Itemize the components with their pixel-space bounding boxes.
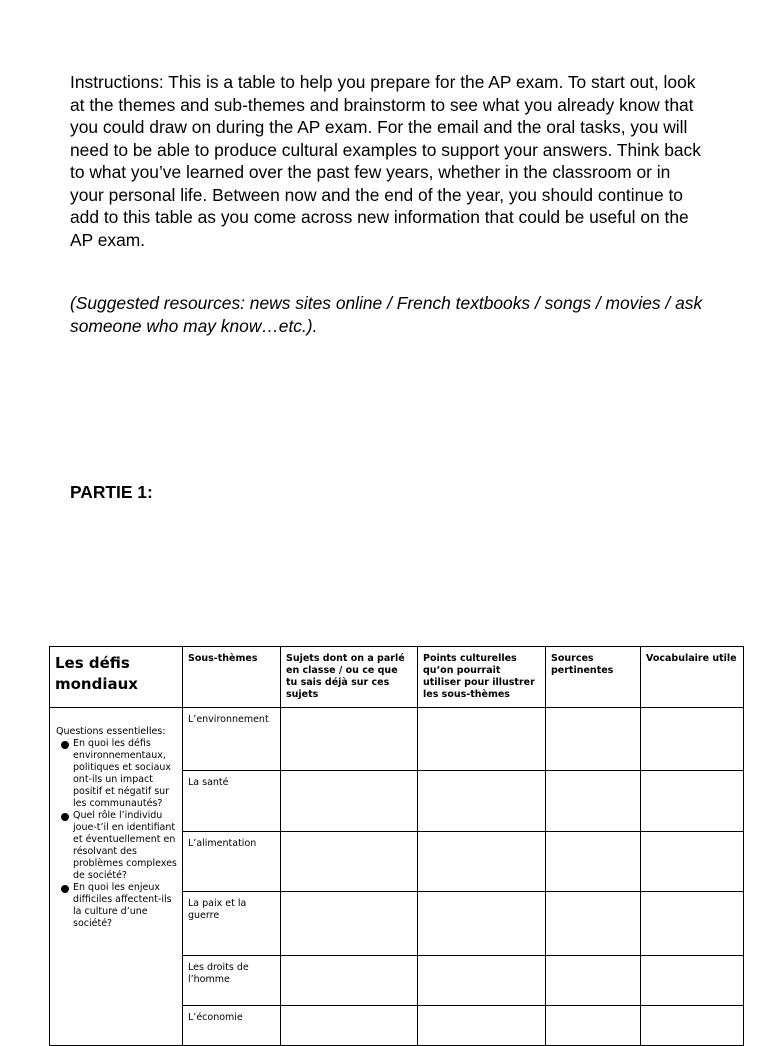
header-sous-themes: Sous-thèmes (183, 647, 281, 708)
points-cell[interactable] (418, 832, 546, 892)
subtheme-economie: L’économie (183, 1006, 281, 1046)
sujets-cell[interactable] (281, 956, 418, 1006)
points-cell[interactable] (418, 956, 546, 1006)
questions-list (56, 738, 178, 930)
theme-title: Les défis mondiaux (50, 647, 183, 708)
sujets-cell[interactable] (281, 832, 418, 892)
table-row (50, 708, 744, 771)
vocabulaire-cell[interactable] (641, 1006, 744, 1046)
subtheme-environnement: L’environnement (183, 708, 281, 771)
points-cell[interactable] (418, 771, 546, 832)
subtheme-droits-homme: Les droits de l’homme (183, 956, 281, 1006)
header-sujets: Sujets dont on a parlé en classe / ou ce que tu sais déjà sur ces sujets (281, 647, 418, 708)
subtheme-paix-guerre: La paix et la guerre (183, 892, 281, 956)
sources-cell[interactable] (546, 892, 641, 956)
section-heading: PARTIE 1: (70, 482, 153, 502)
sujets-cell[interactable] (281, 708, 418, 771)
sources-cell[interactable] (546, 771, 641, 832)
vocabulaire-cell[interactable] (641, 771, 744, 832)
header-sources: Sources pertinentes (546, 647, 641, 708)
question-item: En quoi les enjeux difficiles affectent-ils la culture d’une société? (73, 882, 178, 930)
vocabulaire-cell[interactable] (641, 832, 744, 892)
points-cell[interactable] (418, 1006, 546, 1046)
sources-cell[interactable] (546, 956, 641, 1006)
vocabulaire-cell[interactable] (641, 956, 744, 1006)
sujets-cell[interactable] (281, 1006, 418, 1046)
points-cell[interactable] (418, 892, 546, 956)
sources-cell[interactable] (546, 1006, 641, 1046)
subtheme-alimentation: L’alimentation (183, 832, 281, 892)
vocabulaire-cell[interactable] (641, 708, 744, 771)
sources-cell[interactable] (546, 708, 641, 771)
theme-table (49, 646, 744, 1046)
header-row (50, 647, 744, 708)
header-points-culturels: Points culturelles qu’on pourrait utiliser pour illustrer les sous-thèmes (418, 647, 546, 708)
questions-label: Questions essentielles: (56, 726, 166, 737)
sources-cell[interactable] (546, 832, 641, 892)
resources-note: (Suggested resources: news sites online / French textbooks / songs / movies / ask someone who may know…etc.). (70, 293, 703, 336)
sujets-cell[interactable] (281, 771, 418, 832)
vocabulaire-cell[interactable] (641, 892, 744, 956)
instructions-paragraph: Instructions: This is a table to help you prepare for the AP exam. To start out, look at the themes and sub-themes and brainstorm to see what you already know that you could draw on during the AP exam. For the email and the oral tasks, you will need to be able to produce cultural examples to support your answers. Think back to what you’ve learned over the past few years, whether in the classroom or in your personal life. Between now and the end of the year, you should continue to add to this table as you come across new information that could be useful on the AP exam. (70, 72, 701, 250)
sujets-cell[interactable] (281, 892, 418, 956)
header-vocabulaire: Vocabulaire utile (641, 647, 744, 708)
question-item: Quel rôle l’individu joue-t’il en identifiant et éventuellement en résolvant des problèmes complexes de société? (73, 810, 177, 881)
question-item: En quoi les défis environnementaux, politiques et sociaux ont-ils un impact positif et négatif sur les communautés? (73, 738, 178, 810)
subtheme-sante: La santé (183, 771, 281, 832)
points-cell[interactable] (418, 708, 546, 771)
essential-questions-cell (50, 708, 183, 1046)
